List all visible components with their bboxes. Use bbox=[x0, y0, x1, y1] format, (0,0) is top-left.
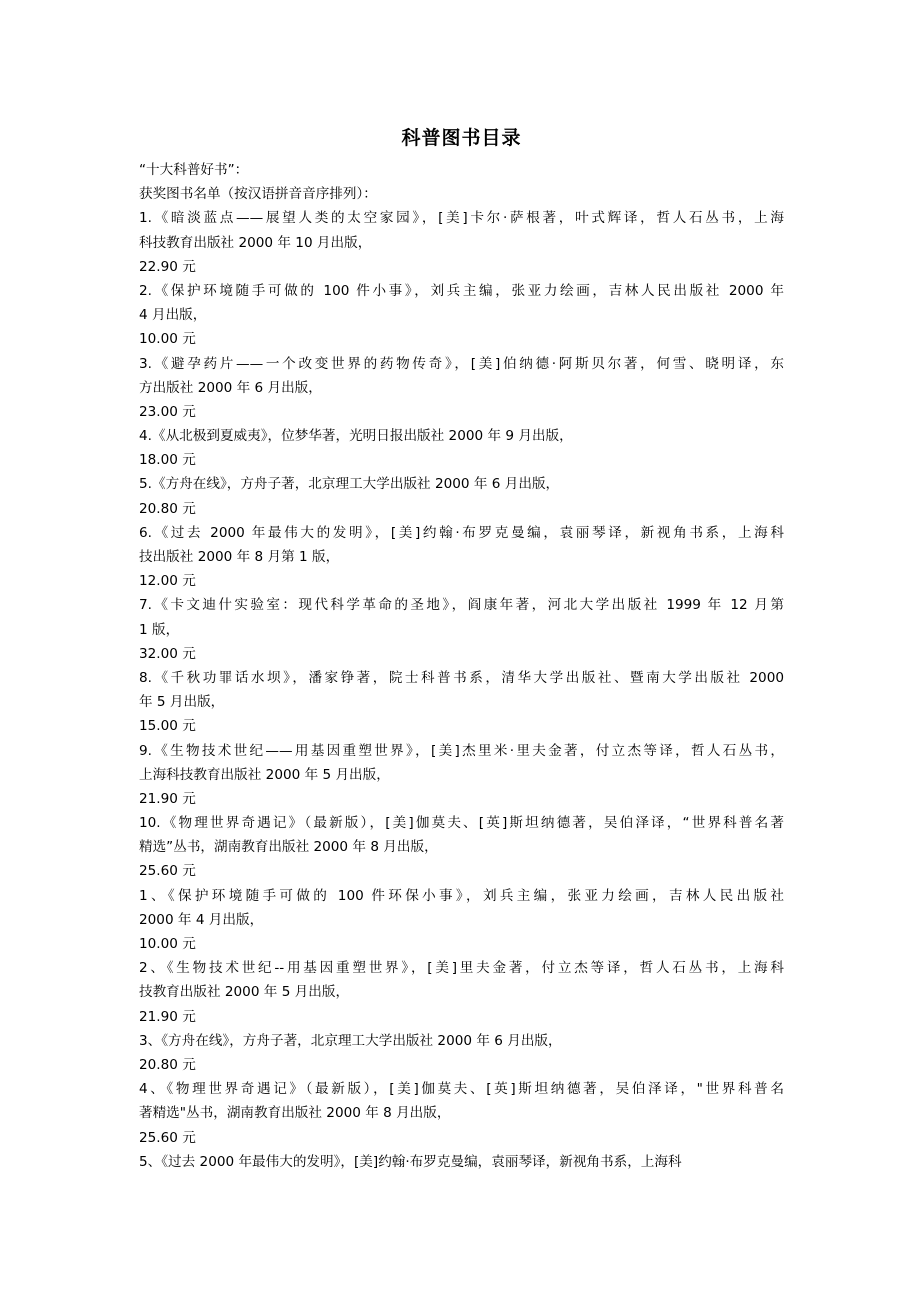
book-entry-line: 4.《从北极到夏威夷》，位梦华著，光明日报出版社 2000 年 9 月出版， bbox=[139, 428, 573, 445]
book-entry-line: 方出版社 2000 年 6 月出版， bbox=[139, 379, 322, 396]
book-entry-line: 5、《过去 2000 年最伟大的发明》，[美]约翰·布罗克曼编，袁丽琴译，新视角书系，上海科 bbox=[139, 1153, 682, 1170]
book-entry-description bbox=[139, 521, 784, 569]
book-entry-line: 2、《生物技术世纪--用基因重塑世界》，[美]里夫金著，付立杰等译，哲人石丛书，上海科 bbox=[139, 960, 784, 977]
book-entry bbox=[139, 352, 784, 425]
book-entry-price: 25.60 元 bbox=[139, 863, 196, 880]
book-entry-description bbox=[139, 884, 784, 932]
book-entry-line: 技出版社 2000 年 8 月第 1 版， bbox=[139, 549, 340, 565]
book-entry-description bbox=[139, 279, 784, 327]
book-entry-description bbox=[139, 666, 784, 714]
book-entry-line: 4、《物理世界奇遇记》（最新版），[美]伽莫夫、[英]斯坦纳德著，吴伯泽译，"世界科普名 bbox=[139, 1081, 784, 1098]
book-entry-line: 3.《避孕药片——一个改变世界的药物传奇》，[美]伯纳德·阿斯贝尔著，何雪、晓明译，东 bbox=[139, 355, 784, 372]
book-entry bbox=[139, 424, 784, 472]
book-entry-line: 7.《卡文迪什实验室：现代科学革命的圣地》，阎康年著，河北大学出版社 1999 年 12 月第 bbox=[139, 597, 784, 614]
book-entry-price: 18.00 元 bbox=[139, 452, 196, 469]
document-body bbox=[139, 158, 784, 1174]
book-entry bbox=[139, 739, 784, 812]
book-entry-line: 10.《物理世界奇遇记》（最新版），[美]伽莫夫、[英]斯坦纳德著，吴伯泽译，“世界科普名著 bbox=[139, 815, 784, 832]
page-title: 科普图书目录 bbox=[401, 127, 522, 149]
book-entry-price: 22.90 元 bbox=[139, 258, 196, 275]
book-entry-description bbox=[139, 352, 784, 400]
book-entry-line: 精选”丛书，湖南教育出版社 2000 年 8 月出版， bbox=[139, 839, 438, 856]
book-entry-line: 8.《千秋功罪话水坝》，潘家铮著，院士科普书系，清华大学出版社、暨南大学出版社 2000 bbox=[139, 669, 784, 686]
book-entry bbox=[139, 279, 784, 352]
book-list bbox=[139, 206, 784, 1174]
book-entry-description bbox=[139, 811, 784, 859]
book-entry bbox=[139, 1150, 784, 1174]
book-entry-description bbox=[139, 956, 784, 1004]
book-entry-line: 年 5 月出版， bbox=[139, 694, 225, 711]
book-entry-description bbox=[139, 1029, 784, 1053]
book-entry-description bbox=[139, 206, 784, 254]
intro-line: 获奖图书名单（按汉语拼音音序排列）： bbox=[139, 186, 377, 203]
book-entry-line: 5.《方舟在线》，方舟子著，北京理工大学出版社 2000 年 6 月出版， bbox=[139, 476, 560, 493]
book-entry-line: 2.《保护环境随手可做的 100 件小事》，刘兵主编，张亚力绘画，吉林人民出版社 2000 年 bbox=[139, 282, 784, 299]
intro-line: “十大科普好书”： bbox=[139, 162, 249, 178]
book-entry-line: 4 月出版， bbox=[139, 307, 207, 324]
book-entry-line: 1 版， bbox=[139, 621, 180, 638]
book-entry bbox=[139, 1077, 784, 1150]
book-entry-price: 23.00 元 bbox=[139, 403, 196, 420]
book-entry bbox=[139, 811, 784, 884]
book-entry-description bbox=[139, 1077, 784, 1125]
book-entry-description bbox=[139, 1150, 784, 1174]
book-entry-line: 科技教育出版社 2000 年 10 月出版， bbox=[139, 234, 372, 251]
book-entry-price: 21.90 元 bbox=[139, 790, 196, 807]
book-entry bbox=[139, 956, 784, 1029]
book-entry-line: 著精选"丛书，湖南教育出版社 2000 年 8 月出版， bbox=[139, 1105, 451, 1122]
book-entry bbox=[139, 206, 784, 279]
book-entry bbox=[139, 1029, 784, 1077]
book-entry-price: 15.00 元 bbox=[139, 718, 196, 735]
document-page bbox=[139, 0, 784, 1174]
book-entry-description bbox=[139, 593, 784, 641]
book-entry-price: 10.00 元 bbox=[139, 936, 196, 952]
book-entry-line: 上海科技教育出版社 2000 年 5 月出版， bbox=[139, 766, 390, 783]
book-entry-price: 20.80 元 bbox=[139, 500, 196, 517]
book-entry-price: 20.80 元 bbox=[139, 1056, 196, 1073]
book-entry-line: 6.《过去 2000 年最伟大的发明》，[美]约翰·布罗克曼编，袁丽琴译，新视角书系，上海科 bbox=[139, 524, 784, 541]
book-entry-description bbox=[139, 472, 784, 496]
book-entry-line: 2000 年 4 月出版， bbox=[139, 911, 264, 928]
book-entry-price: 32.00 元 bbox=[139, 645, 196, 662]
book-entry-line: 技教育出版社 2000 年 5 月出版， bbox=[139, 984, 350, 1001]
book-entry-price: 12.00 元 bbox=[139, 573, 196, 590]
book-entry-price: 21.90 元 bbox=[139, 1008, 196, 1025]
book-entry bbox=[139, 884, 784, 957]
book-entry-description bbox=[139, 739, 784, 787]
book-entry-price: 25.60 元 bbox=[139, 1129, 196, 1146]
book-entry-line: 1.《暗淡蓝点——展望人类的太空家园》，[美]卡尔·萨根著，叶式辉译，哲人石丛书，上海 bbox=[139, 210, 784, 227]
book-entry-description bbox=[139, 424, 784, 448]
book-entry bbox=[139, 666, 784, 739]
book-entry bbox=[139, 521, 784, 594]
book-entry-line: 3、《方舟在线》，方舟子著，北京理工大学出版社 2000 年 6 月出版， bbox=[139, 1032, 562, 1049]
book-entry-price: 10.00 元 bbox=[139, 331, 196, 348]
book-entry bbox=[139, 472, 784, 520]
book-entry-line: 1、《保护环境随手可做的 100 件环保小事》，刘兵主编，张亚力绘画，吉林人民出版社 bbox=[139, 887, 784, 904]
book-entry-line: 9.《生物技术世纪——用基因重塑世界》，[美]杰里米·里夫金著，付立杰等译，哲人石丛书， bbox=[139, 742, 784, 759]
book-entry bbox=[139, 593, 784, 666]
